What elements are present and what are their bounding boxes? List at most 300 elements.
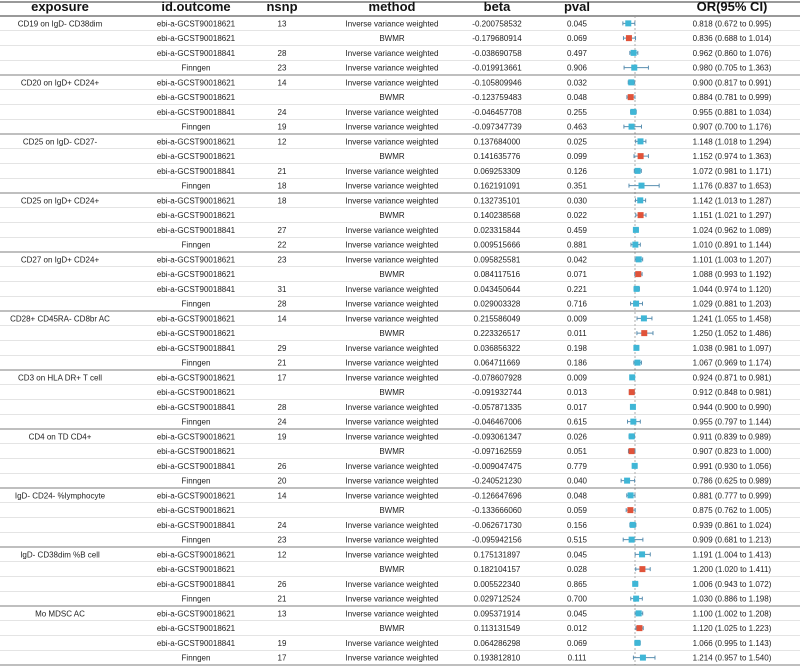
header-or: OR(95% CI) <box>696 0 768 14</box>
method-cell: Inverse variance weighted <box>345 137 439 147</box>
beta-cell: -0.133666060 <box>472 506 522 516</box>
or-ci-cell: 0.991 (0.930 to 1.056) <box>692 461 772 471</box>
pval-cell: 0.716 <box>566 299 588 309</box>
pval-cell: 0.017 <box>566 402 588 412</box>
method-cell: BWMR <box>379 447 405 457</box>
pval-cell: 0.463 <box>566 122 588 132</box>
or-ci-cell: 1.006 (0.943 to 1.072) <box>692 579 772 589</box>
pval-cell: 0.048 <box>566 491 588 501</box>
pval-cell: 0.111 <box>567 653 587 663</box>
nsnp-cell: 13 <box>277 19 287 29</box>
beta-cell: -0.123759483 <box>472 93 522 103</box>
outcome-cell: ebi-a-GCST90018621 <box>156 506 236 516</box>
point-estimate-ivw <box>629 537 635 543</box>
pval-cell: 0.881 <box>566 240 588 250</box>
pval-cell: 0.126 <box>566 166 588 176</box>
pval-cell: 0.497 <box>566 48 588 58</box>
outcome-cell: ebi-a-GCST90018621 <box>156 19 236 29</box>
point-estimate-bwmr <box>638 153 644 159</box>
or-ci-cell: 0.955 (0.797 to 1.144) <box>692 417 772 427</box>
or-ci-cell: 1.200 (1.020 to 1.411) <box>692 565 772 575</box>
method-cell: BWMR <box>379 34 405 44</box>
outcome-cell: ebi-a-GCST90018841 <box>156 638 236 648</box>
or-ci-cell: 1.191 (1.004 to 1.413) <box>692 550 772 560</box>
point-estimate-ivw <box>640 655 646 661</box>
or-ci-cell: 0.875 (0.762 to 1.005) <box>692 506 772 516</box>
beta-cell: -0.097162559 <box>472 447 522 457</box>
pval-cell: 0.013 <box>566 388 588 398</box>
point-estimate-ivw <box>636 610 642 616</box>
method-cell: Inverse variance weighted <box>345 314 439 324</box>
outcome-cell: Finngen <box>181 594 211 604</box>
pval-cell: 0.255 <box>566 107 588 117</box>
pval-cell: 0.042 <box>566 255 588 265</box>
point-estimate-ivw <box>628 79 634 85</box>
nsnp-cell: 26 <box>277 461 287 471</box>
or-ci-cell: 1.241 (1.055 to 1.458) <box>692 314 772 324</box>
point-estimate-bwmr <box>639 566 645 572</box>
or-ci-cell: 1.120 (1.025 to 1.223) <box>692 624 772 634</box>
exposure-label: IgD- CD38dim %B cell <box>20 550 100 560</box>
method-cell: BWMR <box>379 329 405 339</box>
or-ci-cell: 1.148 (1.018 to 1.294) <box>692 137 772 147</box>
or-ci-cell: 0.911 (0.839 to 0.989) <box>692 432 772 442</box>
pval-cell: 0.069 <box>566 638 588 648</box>
beta-cell: 0.175131897 <box>473 550 521 560</box>
beta-cell: 0.141635776 <box>473 152 521 162</box>
method-cell: Inverse variance weighted <box>345 343 439 353</box>
nsnp-cell: 28 <box>277 48 287 58</box>
pval-cell: 0.051 <box>566 447 588 457</box>
outcome-cell: ebi-a-GCST90018621 <box>156 137 236 147</box>
header-outcome: id.outcome <box>161 0 231 14</box>
point-estimate-ivw <box>631 65 637 71</box>
point-estimate-ivw <box>633 345 639 351</box>
pval-cell: 0.906 <box>566 63 588 73</box>
nsnp-cell: 19 <box>277 638 287 648</box>
or-ci-cell: 1.214 (0.957 to 1.540) <box>692 653 772 663</box>
method-cell: Inverse variance weighted <box>345 609 439 619</box>
pval-cell: 0.700 <box>566 594 588 604</box>
method-cell: Inverse variance weighted <box>345 461 439 471</box>
nsnp-cell: 14 <box>277 491 287 501</box>
or-ci-cell: 0.955 (0.881 to 1.034) <box>692 107 772 117</box>
nsnp-cell: 21 <box>277 358 287 368</box>
outcome-cell: ebi-a-GCST90018621 <box>156 196 236 206</box>
outcome-cell: Finngen <box>181 358 211 368</box>
method-cell: Inverse variance weighted <box>345 491 439 501</box>
nsnp-cell: 14 <box>277 78 287 88</box>
or-ci-cell: 0.881 (0.777 to 0.999) <box>692 491 772 501</box>
method-cell: Inverse variance weighted <box>345 225 439 235</box>
outcome-cell: ebi-a-GCST90018621 <box>156 78 236 88</box>
outcome-cell: ebi-a-GCST90018621 <box>156 565 236 575</box>
or-ci-cell: 0.900 (0.817 to 0.991) <box>692 78 772 88</box>
method-cell: Inverse variance weighted <box>345 299 439 309</box>
outcome-cell: ebi-a-GCST90018841 <box>156 225 236 235</box>
pval-cell: 0.045 <box>566 550 588 560</box>
method-cell: BWMR <box>379 565 405 575</box>
method-cell: Inverse variance weighted <box>345 255 439 265</box>
exposure-label: CD25 on IgD+ CD24+ <box>20 196 100 206</box>
nsnp-cell: 19 <box>277 432 287 442</box>
method-cell: Inverse variance weighted <box>345 432 439 442</box>
nsnp-cell: 17 <box>277 653 287 663</box>
pval-cell: 0.156 <box>566 520 588 530</box>
pval-cell: 0.198 <box>566 343 588 353</box>
or-ci-cell: 1.044 (0.974 to 1.120) <box>692 284 772 294</box>
or-ci-cell: 1.024 (0.962 to 1.089) <box>692 225 772 235</box>
method-cell: Inverse variance weighted <box>345 181 439 191</box>
point-estimate-ivw <box>634 286 640 292</box>
point-estimate-ivw <box>630 419 636 425</box>
method-cell: Inverse variance weighted <box>345 594 439 604</box>
point-estimate-ivw <box>633 596 639 602</box>
point-estimate-ivw <box>630 404 636 410</box>
beta-cell: 0.029712524 <box>473 594 521 604</box>
pval-cell: 0.069 <box>566 34 588 44</box>
method-cell: BWMR <box>379 388 405 398</box>
nsnp-cell: 24 <box>277 107 287 117</box>
or-ci-cell: 0.907 (0.700 to 1.176) <box>692 122 772 132</box>
outcome-cell: ebi-a-GCST90018621 <box>156 624 236 634</box>
beta-cell: 0.023315844 <box>473 225 521 235</box>
point-estimate-bwmr <box>635 271 641 277</box>
beta-cell: 0.113131549 <box>473 624 521 634</box>
point-estimate-ivw <box>625 20 631 26</box>
outcome-cell: ebi-a-GCST90018621 <box>156 255 236 265</box>
nsnp-cell: 12 <box>277 550 287 560</box>
point-estimate-ivw <box>624 478 630 484</box>
beta-cell: 0.162191091 <box>473 181 521 191</box>
point-estimate-ivw <box>641 315 647 321</box>
pval-cell: 0.459 <box>566 225 588 235</box>
beta-cell: 0.095371914 <box>473 609 521 619</box>
nsnp-cell: 13 <box>277 609 287 619</box>
outcome-cell: ebi-a-GCST90018841 <box>156 107 236 117</box>
pval-cell: 0.011 <box>567 329 587 339</box>
outcome-cell: ebi-a-GCST90018621 <box>156 447 236 457</box>
or-ci-cell: 1.010 (0.891 to 1.144) <box>692 240 772 250</box>
pval-cell: 0.009 <box>566 373 588 383</box>
point-estimate-ivw <box>631 50 637 56</box>
outcome-cell: ebi-a-GCST90018841 <box>156 520 236 530</box>
nsnp-cell: 23 <box>277 255 287 265</box>
outcome-cell: ebi-a-GCST90018841 <box>156 343 236 353</box>
method-cell: BWMR <box>379 270 405 280</box>
nsnp-cell: 27 <box>277 225 287 235</box>
method-cell: Inverse variance weighted <box>345 78 439 88</box>
method-cell: Inverse variance weighted <box>345 402 439 412</box>
exposure-label: CD3 on HLA DR+ T cell <box>18 373 102 383</box>
pval-cell: 0.515 <box>566 535 588 545</box>
point-estimate-ivw <box>633 301 639 307</box>
or-ci-cell: 1.072 (0.981 to 1.171) <box>692 166 772 176</box>
outcome-cell: ebi-a-GCST90018621 <box>156 432 236 442</box>
outcome-cell: ebi-a-GCST90018621 <box>156 373 236 383</box>
exposure-label: CD20 on IgD+ CD24+ <box>20 78 100 88</box>
pval-cell: 0.099 <box>566 152 588 162</box>
pval-cell: 0.028 <box>566 565 588 575</box>
method-cell: BWMR <box>379 93 405 103</box>
outcome-cell: ebi-a-GCST90018621 <box>156 270 236 280</box>
or-ci-cell: 1.152 (0.974 to 1.363) <box>692 152 772 162</box>
header-method: method <box>368 0 416 14</box>
beta-cell: 0.223326517 <box>473 329 521 339</box>
pval-cell: 0.351 <box>566 181 588 191</box>
pval-cell: 0.221 <box>566 284 588 294</box>
method-cell: Inverse variance weighted <box>345 358 439 368</box>
or-ci-cell: 1.067 (0.969 to 1.174) <box>692 358 772 368</box>
beta-cell: 0.009515666 <box>473 240 521 250</box>
outcome-cell: ebi-a-GCST90018621 <box>156 211 236 221</box>
point-estimate-ivw <box>635 168 641 174</box>
point-estimate-ivw <box>639 183 645 189</box>
nsnp-cell: 18 <box>277 181 287 191</box>
outcome-cell: ebi-a-GCST90018621 <box>156 388 236 398</box>
point-estimate-ivw <box>637 138 643 144</box>
point-estimate-ivw <box>632 463 638 469</box>
nsnp-cell: 21 <box>277 166 287 176</box>
outcome-cell: ebi-a-GCST90018621 <box>156 550 236 560</box>
point-estimate-ivw <box>632 242 638 248</box>
beta-cell: -0.095942156 <box>472 535 522 545</box>
outcome-cell: ebi-a-GCST90018841 <box>156 461 236 471</box>
pval-cell: 0.026 <box>566 432 588 442</box>
or-ci-cell: 0.912 (0.848 to 0.981) <box>692 388 772 398</box>
pval-cell: 0.059 <box>566 506 588 516</box>
exposure-label: CD27 on IgD+ CD24+ <box>20 255 100 265</box>
beta-cell: 0.140238568 <box>473 211 521 221</box>
point-estimate-bwmr <box>628 94 634 100</box>
or-ci-cell: 1.151 (1.021 to 1.297) <box>692 211 772 221</box>
pval-cell: 0.779 <box>566 461 588 471</box>
pval-cell: 0.045 <box>566 609 588 619</box>
exposure-label: IgD- CD24- %lymphocyte <box>14 491 106 501</box>
method-cell: Inverse variance weighted <box>345 579 439 589</box>
outcome-cell: ebi-a-GCST90018621 <box>156 34 236 44</box>
outcome-cell: ebi-a-GCST90018841 <box>156 579 236 589</box>
outcome-cell: ebi-a-GCST90018841 <box>156 48 236 58</box>
nsnp-cell: 21 <box>277 594 287 604</box>
or-ci-cell: 0.980 (0.705 to 1.363) <box>692 63 772 73</box>
or-ci-cell: 0.939 (0.861 to 1.024) <box>692 520 772 530</box>
pval-cell: 0.045 <box>566 19 588 29</box>
pval-cell: 0.012 <box>566 624 588 634</box>
method-cell: Inverse variance weighted <box>345 240 439 250</box>
header-beta: beta <box>483 0 511 14</box>
nsnp-cell: 26 <box>277 579 287 589</box>
beta-cell: 0.036856322 <box>473 343 521 353</box>
or-ci-cell: 1.176 (0.837 to 1.653) <box>692 181 772 191</box>
nsnp-cell: 18 <box>277 196 287 206</box>
pval-cell: 0.040 <box>566 476 588 486</box>
point-estimate-ivw <box>629 433 635 439</box>
outcome-cell: Finngen <box>181 476 211 486</box>
beta-cell: -0.057871335 <box>472 402 522 412</box>
pval-cell: 0.022 <box>566 211 588 221</box>
beta-cell: 0.043450644 <box>473 284 521 294</box>
nsnp-cell: 28 <box>277 402 287 412</box>
beta-cell: -0.093061347 <box>472 432 522 442</box>
beta-cell: -0.038690758 <box>472 48 522 58</box>
beta-cell: -0.097347739 <box>472 122 522 132</box>
beta-cell: 0.029003328 <box>473 299 521 309</box>
method-cell: BWMR <box>379 506 405 516</box>
or-ci-cell: 0.786 (0.625 to 0.989) <box>692 476 772 486</box>
method-cell: BWMR <box>379 211 405 221</box>
or-ci-cell: 0.962 (0.860 to 1.076) <box>692 48 772 58</box>
or-ci-cell: 0.944 (0.900 to 0.990) <box>692 402 772 412</box>
or-ci-cell: 1.030 (0.886 to 1.198) <box>692 594 772 604</box>
method-cell: Inverse variance weighted <box>345 19 439 29</box>
beta-cell: -0.078607928 <box>472 373 522 383</box>
or-ci-cell: 1.101 (1.003 to 1.207) <box>692 255 772 265</box>
or-ci-cell: 0.836 (0.688 to 1.014) <box>692 34 772 44</box>
beta-cell: -0.019913661 <box>472 63 522 73</box>
point-estimate-bwmr <box>626 35 632 41</box>
exposure-label: CD19 on IgD- CD38dim <box>17 19 103 29</box>
or-ci-cell: 0.909 (0.681 to 1.213) <box>692 535 772 545</box>
point-estimate-ivw <box>632 581 638 587</box>
beta-cell: 0.069253309 <box>473 166 521 176</box>
method-cell: Inverse variance weighted <box>345 48 439 58</box>
nsnp-cell: 17 <box>277 373 287 383</box>
or-ci-cell: 1.038 (0.981 to 1.097) <box>692 343 772 353</box>
beta-cell: -0.062671730 <box>472 520 522 530</box>
pval-cell: 0.025 <box>566 137 588 147</box>
beta-cell: 0.084117516 <box>473 270 521 280</box>
beta-cell: -0.091932744 <box>472 388 522 398</box>
method-cell: Inverse variance weighted <box>345 122 439 132</box>
point-estimate-bwmr <box>629 448 635 454</box>
outcome-cell: Finngen <box>181 122 211 132</box>
outcome-cell: Finngen <box>181 63 211 73</box>
method-cell: Inverse variance weighted <box>345 535 439 545</box>
point-estimate-ivw <box>634 640 640 646</box>
or-ci-cell: 0.907 (0.823 to 1.000) <box>692 447 772 457</box>
nsnp-cell: 22 <box>277 240 287 250</box>
nsnp-cell: 24 <box>277 520 287 530</box>
beta-cell: -0.046467006 <box>472 417 522 427</box>
point-estimate-ivw <box>639 551 645 557</box>
beta-cell: 0.182104157 <box>473 565 521 575</box>
nsnp-cell: 19 <box>277 122 287 132</box>
method-cell: BWMR <box>379 152 405 162</box>
point-estimate-ivw <box>630 522 636 528</box>
nsnp-cell: 28 <box>277 299 287 309</box>
pval-cell: 0.032 <box>566 78 588 88</box>
or-ci-cell: 1.100 (1.002 to 1.208) <box>692 609 772 619</box>
nsnp-cell: 31 <box>277 284 287 294</box>
exposure-label: CD25 on IgD- CD27- <box>22 137 98 147</box>
point-estimate-bwmr <box>629 389 635 395</box>
method-cell: BWMR <box>379 624 405 634</box>
beta-cell: -0.126647696 <box>472 491 522 501</box>
beta-cell: 0.095825581 <box>473 255 521 265</box>
pval-cell: 0.009 <box>566 314 588 324</box>
or-ci-cell: 1.066 (0.995 to 1.143) <box>692 638 772 648</box>
method-cell: Inverse variance weighted <box>345 550 439 560</box>
method-cell: Inverse variance weighted <box>345 196 439 206</box>
method-cell: Inverse variance weighted <box>345 166 439 176</box>
outcome-cell: ebi-a-GCST90018841 <box>156 166 236 176</box>
or-ci-cell: 0.924 (0.871 to 0.981) <box>692 373 772 383</box>
pval-cell: 0.865 <box>566 579 588 589</box>
method-cell: Inverse variance weighted <box>345 476 439 486</box>
exposure-label: CD28+ CD45RA- CD8br AC <box>10 314 110 324</box>
outcome-cell: ebi-a-GCST90018841 <box>156 284 236 294</box>
beta-cell: -0.200758532 <box>472 19 522 29</box>
nsnp-cell: 24 <box>277 417 287 427</box>
outcome-cell: ebi-a-GCST90018621 <box>156 93 236 103</box>
beta-cell: 0.064286298 <box>473 638 521 648</box>
outcome-cell: ebi-a-GCST90018621 <box>156 609 236 619</box>
pval-cell: 0.186 <box>566 358 588 368</box>
method-cell: Inverse variance weighted <box>345 638 439 648</box>
point-estimate-bwmr <box>641 330 647 336</box>
or-ci-cell: 1.142 (1.013 to 1.287) <box>692 196 772 206</box>
pval-cell: 0.615 <box>566 417 588 427</box>
outcome-cell: ebi-a-GCST90018621 <box>156 152 236 162</box>
outcome-cell: Finngen <box>181 181 211 191</box>
header-nsnp: nsnp <box>266 0 298 14</box>
or-ci-cell: 0.818 (0.672 to 0.995) <box>692 19 772 29</box>
exposure-label: CD4 on TD CD4+ <box>28 432 92 442</box>
point-estimate-ivw <box>634 360 640 366</box>
or-ci-cell: 0.884 (0.781 to 0.999) <box>692 93 772 103</box>
nsnp-cell: 29 <box>277 343 287 353</box>
outcome-cell: ebi-a-GCST90018621 <box>156 491 236 501</box>
method-cell: Inverse variance weighted <box>345 284 439 294</box>
point-estimate-ivw <box>637 197 643 203</box>
point-estimate-ivw <box>630 109 636 115</box>
method-cell: Inverse variance weighted <box>345 63 439 73</box>
point-estimate-bwmr <box>636 625 642 631</box>
header-exposure: exposure <box>31 0 89 14</box>
header-pval: pval <box>563 0 591 14</box>
point-estimate-ivw <box>629 374 635 380</box>
or-ci-cell: 1.250 (1.052 to 1.486) <box>692 329 772 339</box>
beta-cell: 0.132735101 <box>473 196 521 206</box>
point-estimate-ivw <box>629 124 635 130</box>
outcome-cell: ebi-a-GCST90018841 <box>156 402 236 412</box>
pval-cell: 0.048 <box>566 93 588 103</box>
beta-cell: -0.046457708 <box>472 107 522 117</box>
beta-cell: 0.215586049 <box>473 314 521 324</box>
beta-cell: -0.105809946 <box>472 78 522 88</box>
outcome-cell: Finngen <box>181 535 211 545</box>
or-ci-cell: 1.088 (0.993 to 1.192) <box>692 270 772 280</box>
beta-cell: -0.240521230 <box>472 476 522 486</box>
outcome-cell: Finngen <box>181 653 211 663</box>
point-estimate-ivw <box>628 492 634 498</box>
beta-cell: 0.064711669 <box>473 358 521 368</box>
exposure-label: Mo MDSC AC <box>35 609 85 619</box>
outcome-cell: Finngen <box>181 417 211 427</box>
outcome-cell: ebi-a-GCST90018621 <box>156 314 236 324</box>
pval-cell: 0.071 <box>566 270 588 280</box>
method-cell: Inverse variance weighted <box>345 373 439 383</box>
method-cell: Inverse variance weighted <box>345 653 439 663</box>
method-cell: Inverse variance weighted <box>345 107 439 117</box>
nsnp-cell: 23 <box>277 63 287 73</box>
or-ci-cell: 1.029 (0.881 to 1.203) <box>692 299 772 309</box>
outcome-cell: Finngen <box>181 299 211 309</box>
outcome-cell: Finngen <box>181 240 211 250</box>
point-estimate-ivw <box>636 256 642 262</box>
nsnp-cell: 20 <box>277 476 287 486</box>
